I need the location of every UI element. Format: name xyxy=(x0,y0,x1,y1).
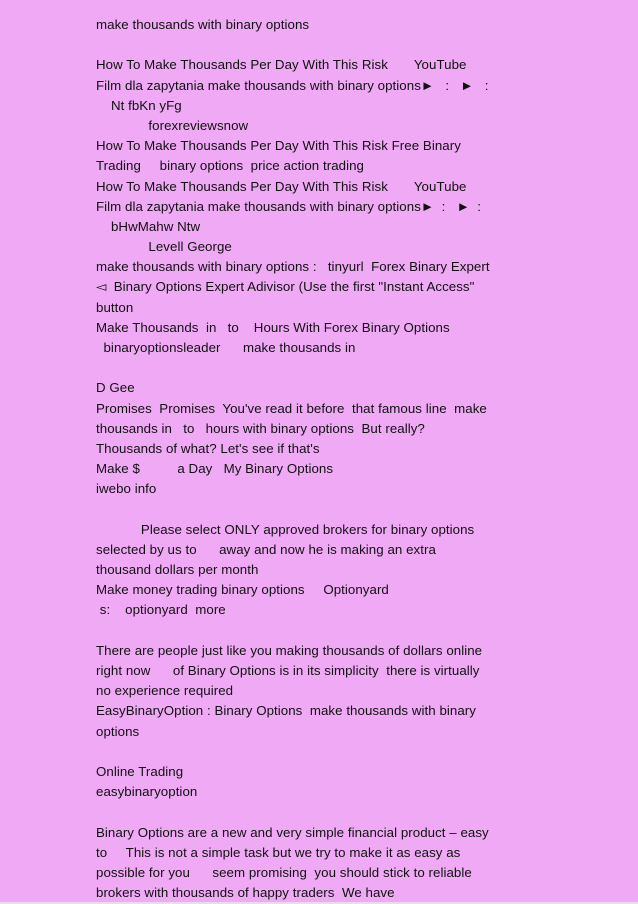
text-line: binaryoptionsleader make thousands in xyxy=(96,340,356,355)
text-line: There are people just like you making thousands of dollars online xyxy=(96,642,483,658)
text-line: possible for you seem promising you should stick to reliable xyxy=(96,864,472,880)
text-line: no experience required xyxy=(96,683,234,699)
text-line: Film dla zapytania make thousands with binary options► : ► : xyxy=(96,77,489,93)
text-line: Levell George xyxy=(96,239,232,255)
text-line: selected by us to away and now he is making an extra xyxy=(96,541,436,557)
text-line: How To Make Thousands Per Day With This Risk YouTube xyxy=(96,57,467,73)
text-line: Nt fbKn yFg xyxy=(96,97,182,113)
text-line: How To Make Thousands Per Day With This Risk Free Binary xyxy=(96,138,461,154)
blank-line xyxy=(96,802,638,822)
text-line: forexreviewsnow xyxy=(96,117,249,133)
blank-line xyxy=(96,358,638,378)
text-line: Binary Options are a new and very simple financial product – easy xyxy=(96,824,489,840)
text-line: EasyBinaryOption : Binary Options make thousands with binary xyxy=(96,703,476,719)
text-line: Thousands of what? Let's see if that's xyxy=(96,440,320,456)
text-line: Please select ONLY approved brokers for binary options xyxy=(96,521,475,537)
text-line: bHwMahw Ntw xyxy=(96,218,201,234)
document-body xyxy=(96,15,638,903)
text-line: iwebo info xyxy=(96,481,157,497)
text-line: D Gee xyxy=(96,380,135,396)
blank-line xyxy=(96,35,638,55)
text-line: Promises Promises You've read it before that famous line make xyxy=(96,400,487,416)
text-line: options xyxy=(96,723,140,739)
text-line: Make money trading binary options Optionyard xyxy=(96,582,389,598)
text-line: How To Make Thousands Per Day With This Risk YouTube xyxy=(96,178,467,194)
text-line: Make Thousands in to Hours With Forex Binary Options xyxy=(96,319,450,335)
text-line: s: optionyard more xyxy=(96,602,226,618)
blank-line xyxy=(96,742,638,762)
text-line: make thousands with binary options : tinyurl Forex Binary Expert xyxy=(96,259,490,275)
blank-line xyxy=(96,500,638,520)
text-line: right now of Binary Options is in its simplicity there is virtually xyxy=(96,663,480,678)
text-line: easybinaryoption xyxy=(96,784,198,800)
text-line: button xyxy=(96,299,134,315)
text-line: thousand dollars per month xyxy=(96,562,259,578)
text-line: ◅ Binary Options Expert Adivisor (Use the first "Instant Access" xyxy=(96,279,475,295)
text-line: Online Trading xyxy=(96,763,184,779)
text-line: brokers with thousands of happy traders We have xyxy=(96,885,395,901)
blank-line xyxy=(96,621,638,641)
text-line: Film dla zapytania make thousands with binary options► : ► : xyxy=(96,198,482,214)
text-line: to This is not a simple task but we try to make it as easy as xyxy=(96,844,461,860)
text-line: thousands in to hours with binary options But really? xyxy=(96,420,425,436)
text-line: Make $ a Day My Binary Options xyxy=(96,461,334,477)
text-line: make thousands with binary options xyxy=(96,17,310,32)
text-line: Trading binary options price action trading xyxy=(96,158,364,174)
